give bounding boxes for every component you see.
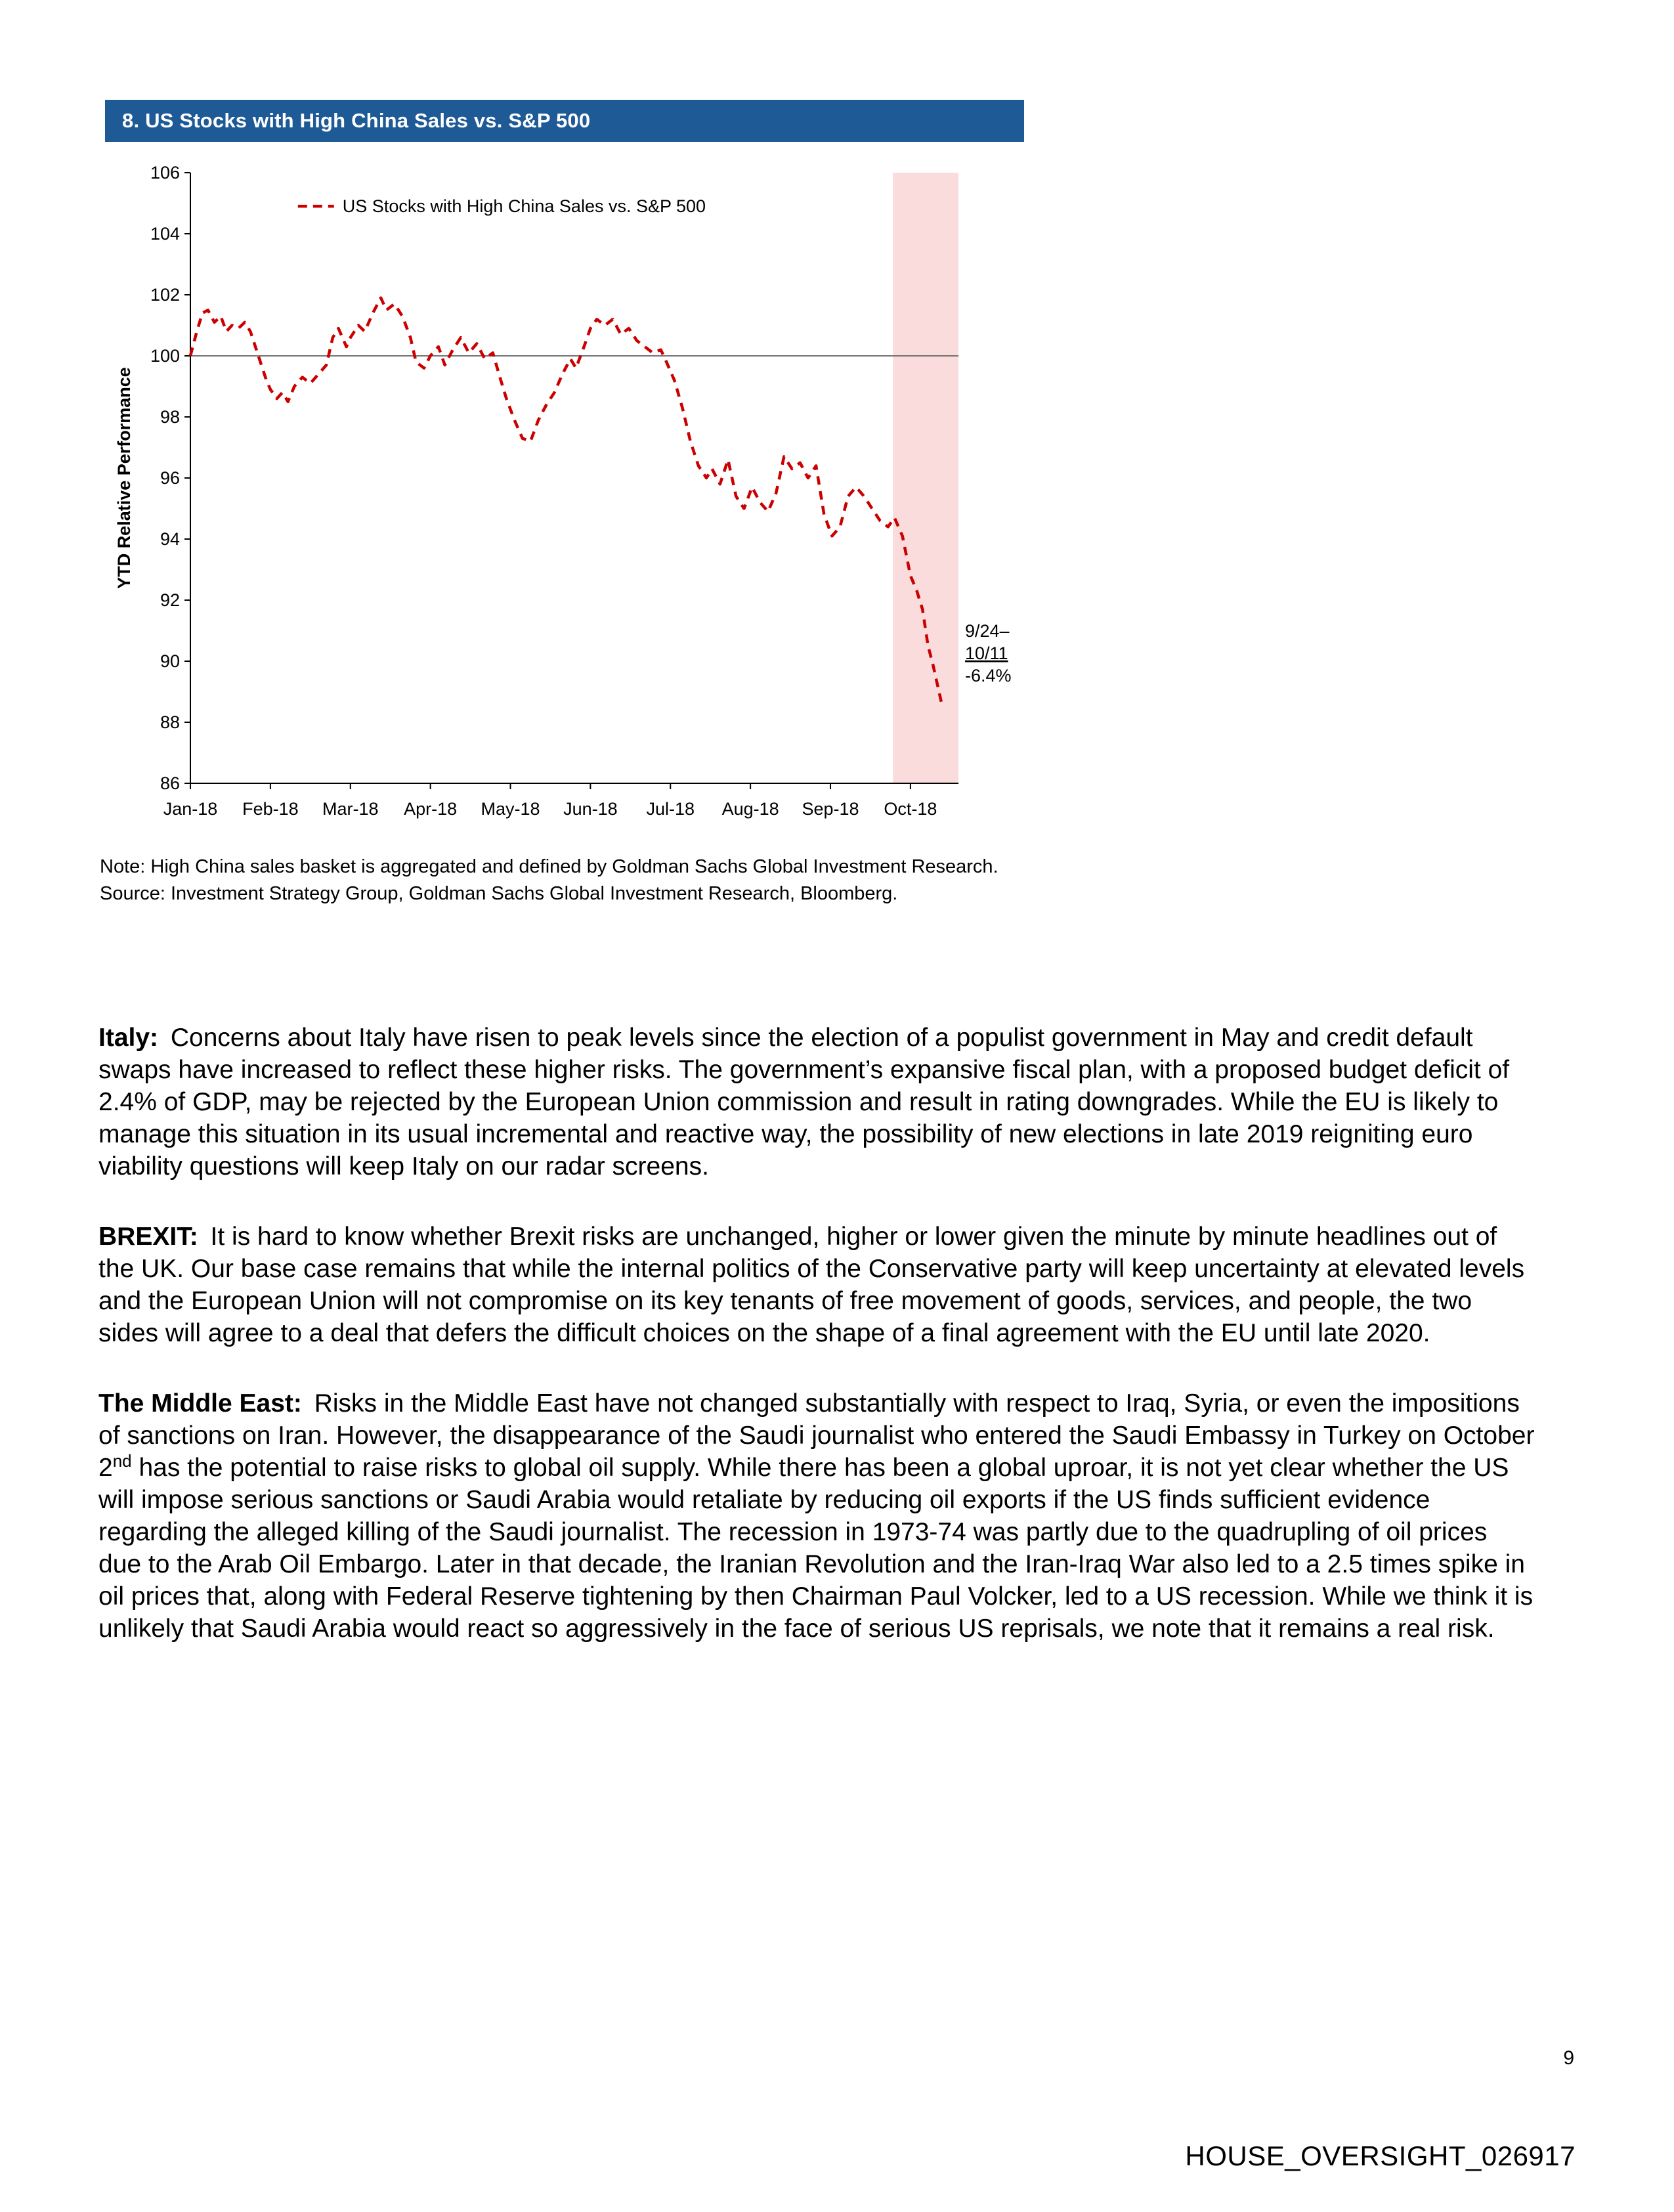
svg-text:104: 104	[150, 224, 180, 244]
chart	[105, 156, 1037, 836]
ordinal-superscript: nd	[112, 1451, 132, 1471]
chart-notes	[100, 854, 998, 907]
svg-text:106: 106	[150, 163, 180, 183]
doc-id: HOUSE_OVERSIGHT_026917	[1185, 2140, 1576, 2171]
paragraph-brexit-label: BREXIT:	[98, 1223, 198, 1251]
svg-text:102: 102	[150, 285, 180, 305]
svg-text:98: 98	[160, 407, 180, 427]
paragraph-brexit	[98, 1221, 1536, 1349]
paragraph-middle-east	[98, 1387, 1536, 1645]
paragraph-italy-label: Italy:	[98, 1024, 159, 1052]
chart-note: Note: High China sales basket is aggregated and defined by Goldman Sachs Global Investment Research.	[100, 856, 998, 877]
svg-text:88: 88	[160, 712, 180, 732]
paragraph-brexit-text: It is hard to know whether Brexit risks are unchanged, higher or lower given the minute by minute headlines out of the UK. Our base case remains that while the internal politics of the Conservative party will keep uncertainty at elevated levels and the European Union will not compromise on its key tenants of free movement of goods, services, and people, the two sides will agree to a deal that defers the difficult choices on the shape of a final agreement with the EU until late 2020.	[98, 1223, 1525, 1347]
svg-text:10/11: 10/11	[965, 643, 1008, 663]
body-text	[98, 1022, 1536, 1683]
svg-text:Oct-18: Oct-18	[884, 799, 937, 819]
svg-text:Mar-18: Mar-18	[322, 799, 379, 819]
svg-text:Jan-18: Jan-18	[163, 799, 218, 819]
svg-text:Sep-18: Sep-18	[802, 799, 859, 819]
svg-text:90: 90	[160, 651, 180, 671]
svg-text:YTD Relative Performance: YTD Relative Performance	[114, 367, 134, 589]
paragraph-italy	[98, 1022, 1536, 1182]
paragraph-middle-east-text-2: has the potential to raise risks to global oil supply. While there has been a global uproar, it is not yet clear whether the US will impose serious sanctions or Saudi Arabia would retaliate by reducing oil exports if the US finds sufficient evidence regarding the alleged killing of the Saudi journalist. The recession in 1973-74 was partly due to the quadrupling of oil prices due to the Arab Oil Embargo. Later in that decade, the Iranian Revolution and the Iran-Iraq War also led to a 2.5 times spike in oil prices that, along with Federal Reserve tightening by then Chairman Paul Volcker, led to a US recession. While we think it is unlikely that Saudi Arabia would react so aggressively in the face of serious US reprisals, we note that it remains a real risk.	[98, 1454, 1534, 1643]
svg-text:94: 94	[160, 529, 180, 549]
svg-text:Feb-18: Feb-18	[242, 799, 299, 819]
svg-text:92: 92	[160, 590, 180, 610]
svg-text:96: 96	[160, 468, 180, 488]
paragraph-italy-text: Concerns about Italy have risen to peak levels since the election of a populist government in May and credit default swaps have increased to reflect these higher risks. The government’s expansive fiscal plan, with a proposed budget deficit of 2.4% of GDP, may be rejected by the European Union commission and result in rating downgrades. While the EU is likely to manage this situation in its usual incremental and reactive way, the possibility of new elections in late 2019 reigniting euro viability questions will keep Italy on our radar screens.	[98, 1024, 1510, 1181]
svg-text:US Stocks with High China Sale: US Stocks with High China Sales vs. S&P 500	[342, 196, 706, 217]
performance-line-chart	[105, 156, 1037, 833]
svg-text:May-18: May-18	[481, 799, 540, 819]
svg-text:Apr-18: Apr-18	[404, 799, 458, 819]
chart-source: Source: Investment Strategy Group, Goldman Sachs Global Investment Research, Bloomberg.	[100, 883, 898, 905]
svg-text:-6.4%: -6.4%	[965, 665, 1012, 685]
paragraph-middle-east-label: The Middle East:	[98, 1389, 302, 1418]
svg-text:Aug-18: Aug-18	[721, 799, 779, 819]
page-number: 9	[1563, 2047, 1574, 2069]
svg-text:100: 100	[150, 346, 180, 366]
chart-title-bar	[105, 100, 1024, 142]
svg-text:Jun-18: Jun-18	[563, 799, 618, 819]
svg-text:86: 86	[160, 773, 180, 793]
svg-text:9/24–: 9/24–	[965, 620, 1010, 641]
chart-title: 8. US Stocks with High China Sales vs. S&P 500	[122, 109, 591, 132]
svg-text:Jul-18: Jul-18	[646, 799, 695, 819]
paragraph-middle-east-text-1: Risks in the Middle East have not changed substantially with respect to Iraq, Syria, or even the impositions of sanctions on Iran. However, the disappearance of the Saudi journalist who entered the Saudi Embassy in Turkey on October 2	[98, 1389, 1535, 1482]
